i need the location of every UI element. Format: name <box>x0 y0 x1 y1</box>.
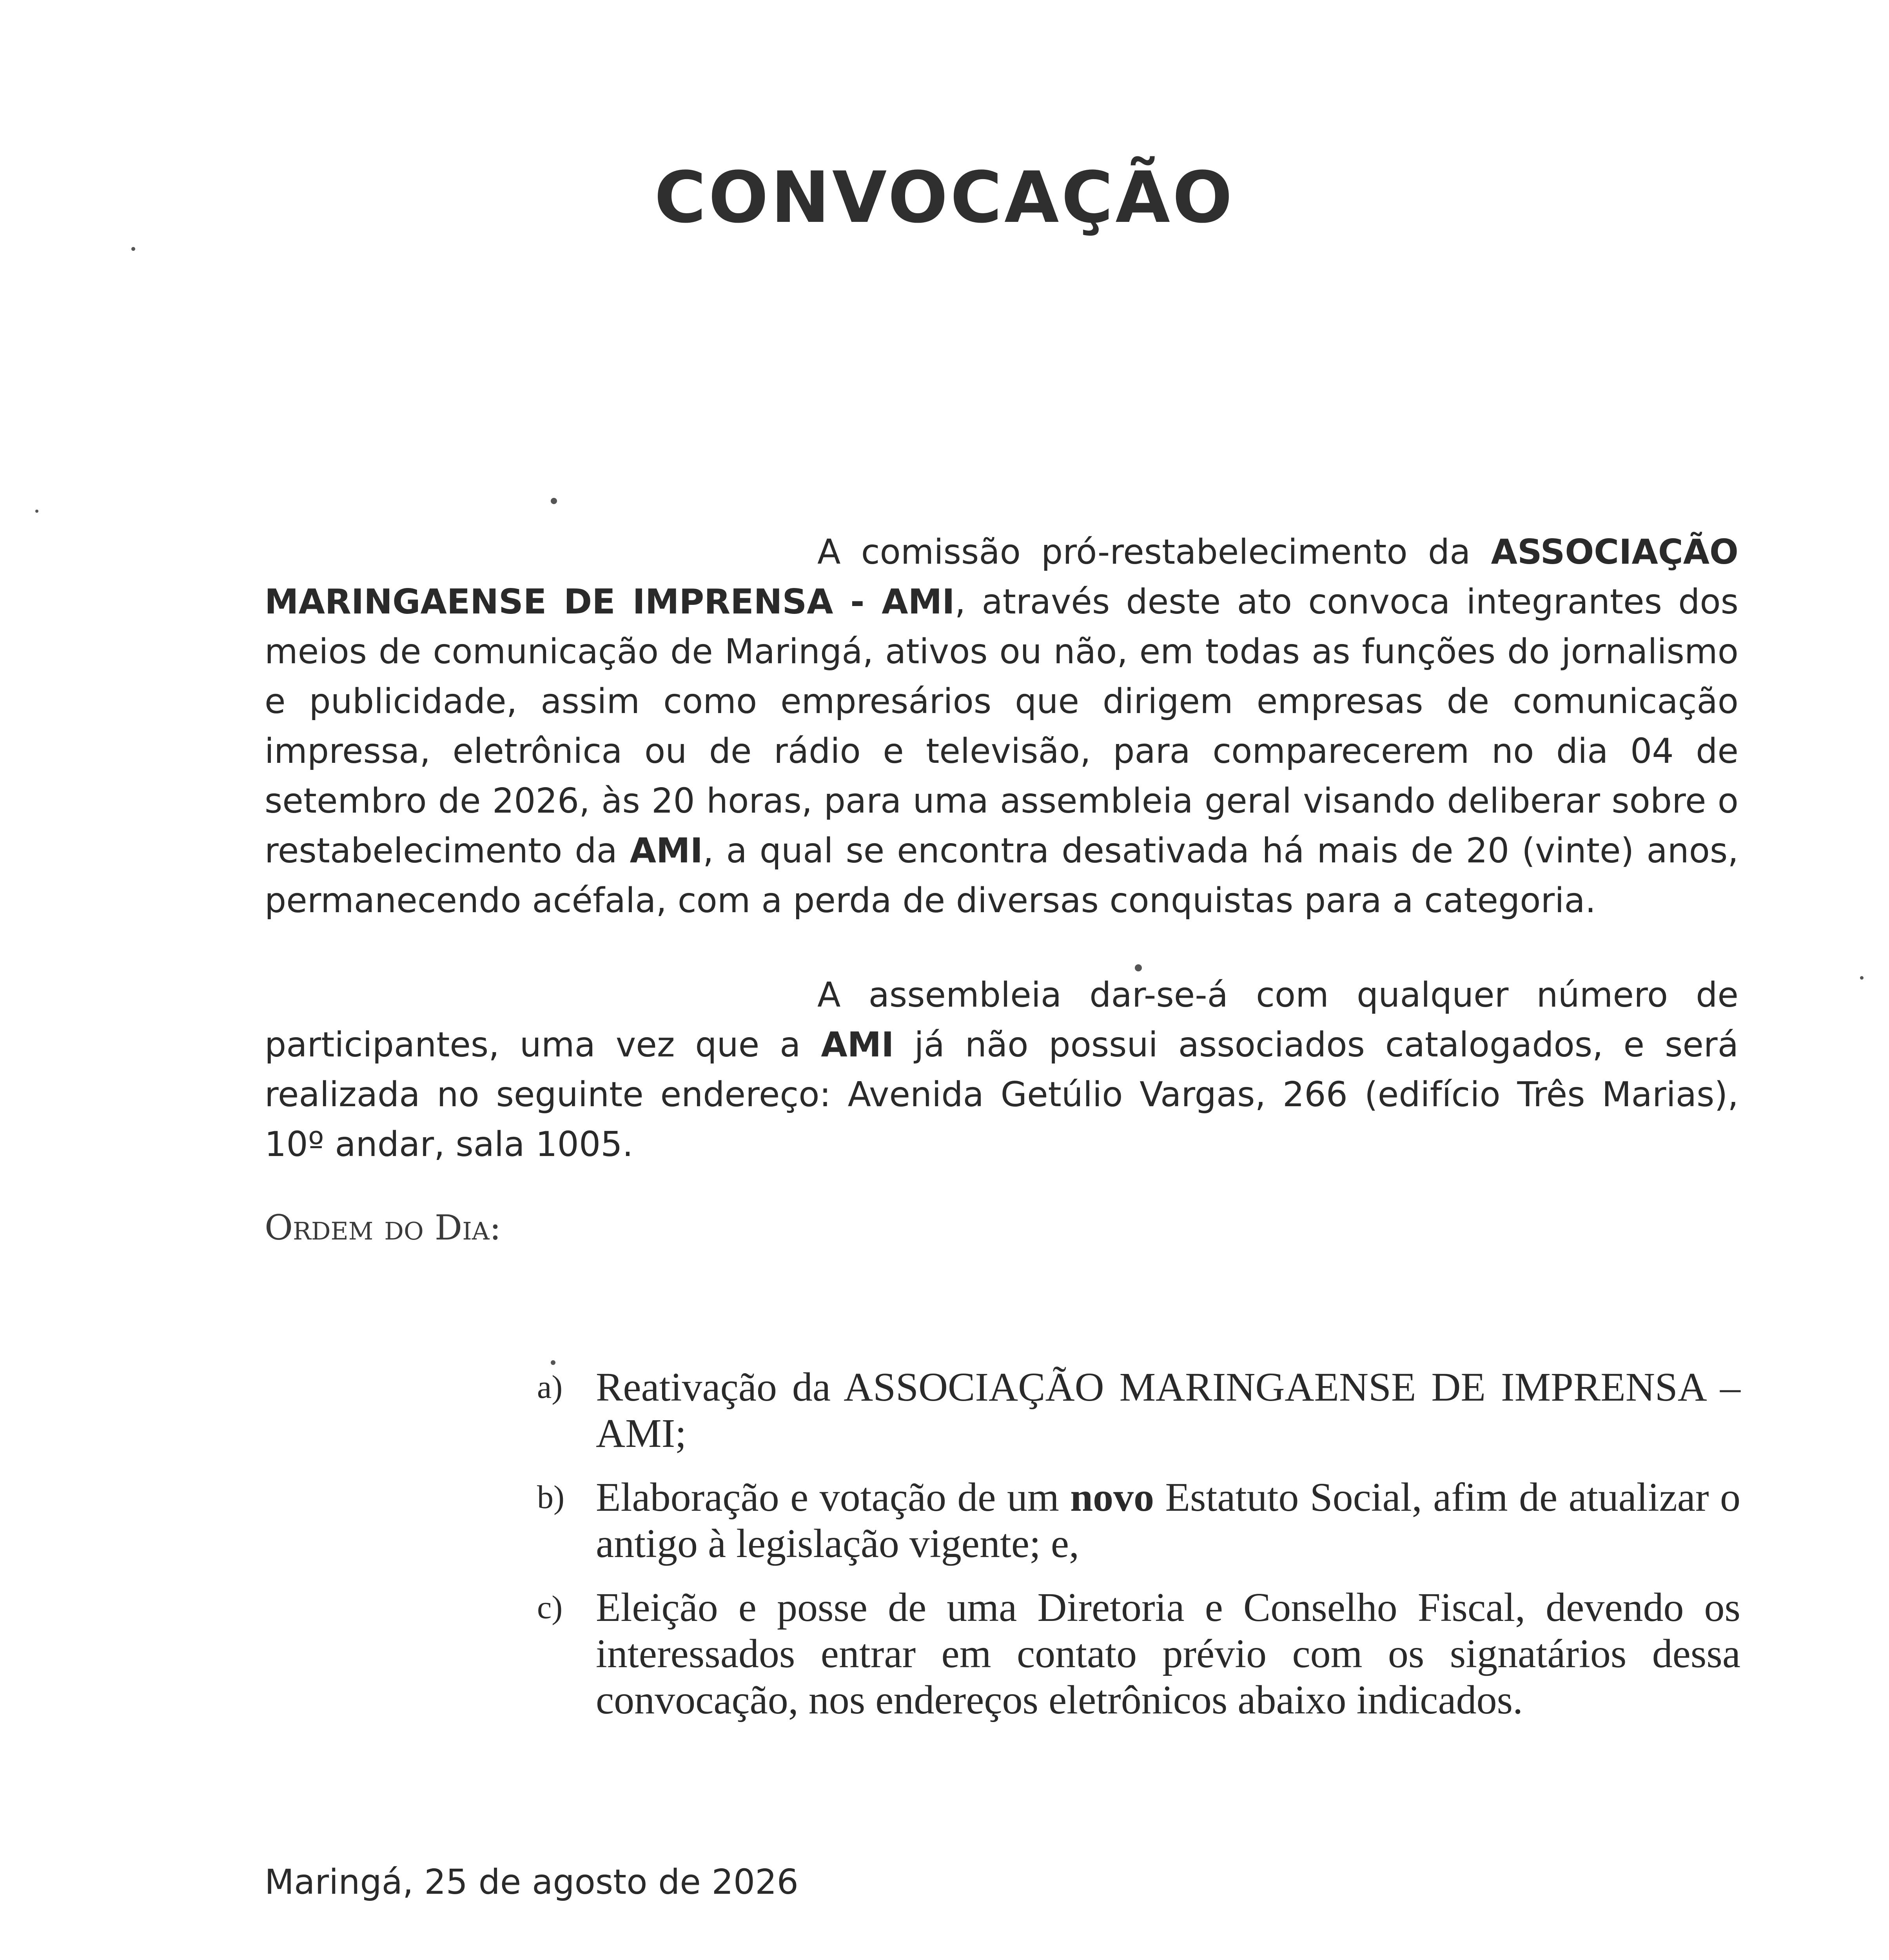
paragraph-assembly <box>265 970 1738 1169</box>
agenda-text: Reativação da ASSOCIAÇÃO MARINGAENSE DE IMPRENSA – AMI; <box>596 1365 1740 1456</box>
scan-speck <box>1135 964 1142 971</box>
paragraph1-ami: AMI <box>630 831 703 871</box>
scan-speck <box>131 247 135 251</box>
agenda-text-after: Estatuto Social, afim de atualizar o antigo à legislação vigente; e, <box>596 1475 1740 1566</box>
scan-speck <box>35 510 38 513</box>
scan-speck <box>1860 976 1864 980</box>
agenda-text-before: Elaboração e votação de um <box>596 1475 1071 1520</box>
paragraph1-end: , a qual se encontra desativada há mais de 20 (vinte) anos, permanecendo acéfala, com a perda de diversas conquistas para a categoria. <box>265 831 1738 920</box>
scan-speck <box>551 1360 555 1365</box>
paragraph1-org-name: ASSOCIAÇÃO MARINGAENSE DE IMPRENSA - AMI <box>265 532 1738 622</box>
agenda-item-a <box>537 1364 1740 1457</box>
agenda-letter: c) <box>537 1589 563 1626</box>
paragraph2-end: já não possui associados catalogados, e será realizada no seguinte endereço: Avenida Getúlio Vargas, 266 (edifício Três Marias), 10º andar, sala 1005. <box>265 1025 1739 1164</box>
agenda-item-b <box>537 1474 1740 1567</box>
agenda-text-bold: novo <box>1070 1475 1154 1520</box>
paragraph1-intro: A comissão pró-restabelecimento da <box>817 532 1491 572</box>
paragraph2-intro: A assembleia dar-se-á com qualquer número de participantes, uma vez que a <box>265 975 1738 1065</box>
scan-speck <box>551 498 557 504</box>
agenda-letter: a) <box>537 1369 563 1405</box>
agenda-list <box>537 1364 1740 1741</box>
ordem-do-dia-heading: Ordem do Dia: <box>265 1207 501 1248</box>
paragraph-convocation <box>265 527 1738 926</box>
agenda-letter: b) <box>537 1479 564 1515</box>
paragraph1-middle: , através deste ato convoca integrantes dos meios de comunicação de Maringá, ativos ou não, em todas as funções do jornalismo e publicidade, assim como empresários que dirigem empresas de comunicação impressa, eletrônica ou de rádio e televisão, para comparecerem no dia 04 de setembro de 2026, às 20 horas, para uma assembleia geral visando deliberar sobre o restabelecimento da <box>265 582 1738 871</box>
page-title: CONVOCAÇÃO <box>654 157 1235 239</box>
paragraph2-ami: AMI <box>821 1025 894 1065</box>
agenda-item-c <box>537 1584 1740 1723</box>
date-line: Maringá, 25 de agosto de 2026 <box>265 1862 798 1902</box>
agenda-text: Eleição e posse de uma Diretoria e Conselho Fiscal, devendo os interessados entrar em contato prévio com os signatários dessa convocação, nos endereços eletrônicos abaixo indicados. <box>596 1585 1740 1722</box>
